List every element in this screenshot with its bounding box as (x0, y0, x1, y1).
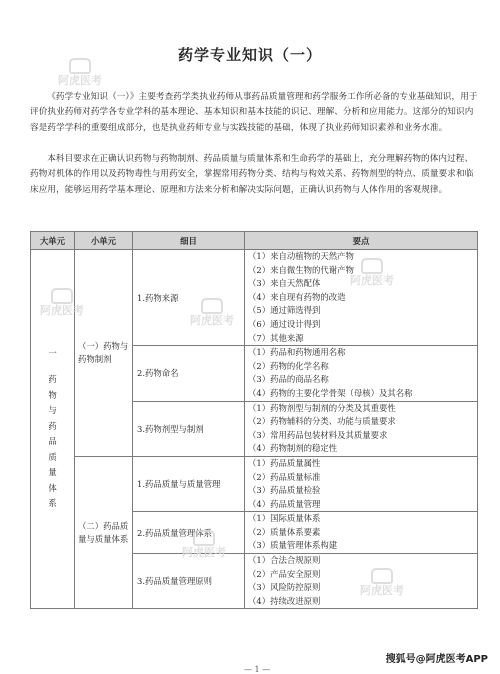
list-item: （1）国际质量体系 (248, 513, 321, 524)
table-row (31, 456, 478, 511)
tiger-logo-icon (201, 298, 223, 314)
header-unit: 大单元 (31, 232, 75, 250)
list-item: （6）通过设计得到 (248, 318, 321, 329)
tiger-logo-icon (69, 58, 91, 74)
item-drug-naming: 2.药物命名 (133, 346, 245, 401)
list-item: （1）药品和药物通用名称 (248, 347, 346, 358)
document-title: 药学专业知识（一） (177, 46, 322, 64)
page-number: — 1 — (244, 665, 271, 674)
watermark: 阿虎医考 (350, 258, 394, 287)
item-quality-principles: 3.药品质量管理原则 (133, 554, 245, 609)
source-watermark: 搜狐号@阿虎医考APP (386, 650, 488, 665)
list-item: （1）药品质量属性 (248, 457, 321, 468)
syllabus-table (30, 231, 478, 609)
item-quality-management: 1.药品质量与质量管理 (133, 456, 245, 511)
list-item: （2）药物的化学名称 (248, 360, 329, 371)
list-item: （2）产品安全原则 (248, 568, 321, 579)
list-item: （2）质量体系要素 (248, 526, 321, 537)
list-item: （4）持续改进原则 (248, 595, 321, 606)
list-item: （3）质量管理体系构建 (248, 540, 338, 551)
item-dosage-form: 3.药物剂型与制剂 (133, 401, 245, 456)
item-quality-system: 2.药品质量管理体系 (133, 512, 245, 554)
tiger-logo-icon (361, 258, 383, 274)
requirements-paragraph: 本科目要求在正确认识药物与药物制剂、药品质量与质量体系和生命药学的基础上，充分理解药物的体内过程、药物对机体的作用以及药物毒性与用药安全，掌握常用药物分类、结构与构效关系、药物剂型的特点、质量要求和临床应用，能够运用药学基本理论、原理和方法来分析和解决实际问题，正确认识药物与人体作用的客观规律。 (30, 154, 474, 195)
list-item: （3）药品质量检验 (248, 485, 321, 496)
list-item: （3）来自天然配体 (248, 278, 321, 289)
list-item: （2）药物辅料的分类、功能与质量要求 (248, 416, 396, 427)
tiger-logo-icon (193, 530, 215, 546)
watermark: 阿虎医考 (190, 298, 234, 327)
list-item: （1）合法合规原则 (248, 555, 321, 566)
list-item: （4）药物制剂的稳定性 (248, 443, 338, 454)
header-points: 要点 (245, 232, 478, 250)
subunit-two-cell: （二）药品质量与质量体系 (75, 456, 133, 609)
list-item: （7）其他来源 (248, 332, 304, 343)
watermark: 阿虎医考 (360, 568, 404, 597)
points-drug-naming (245, 346, 478, 401)
intro-paragraph: 《药学专业知识（一）》主要考查药学类执业药师从事药品质量管理和药学服务工作所必备的专业基础知识，用于评价执业药师对药学各专业学科的基本理论、基本知识和基本技能的识记、理解、分析和应用能力。这部分的知识内容是药学学科的重要组成部分，也是执业药师专业与实践技能的基础，体现了执业药师知识素养和业务水准。 (30, 92, 478, 133)
list-item: （4）来自现有药物的改造 (248, 291, 346, 302)
watermark: 阿虎医考 (40, 288, 84, 317)
points-dosage-form (245, 401, 478, 456)
list-item: （2）来自微生物的代谢产物 (248, 264, 354, 275)
list-item: （1）药物剂型与制剂的分类及其重要性 (248, 402, 396, 413)
table-header-row (31, 232, 478, 250)
watermark: 阿虎医考 (182, 530, 226, 559)
header-item: 细目 (133, 232, 245, 250)
list-item: （4）药物的主要化学骨架（母核）及其名称 (248, 387, 413, 398)
points-quality-system (245, 512, 478, 554)
list-item: （3）药品的商品名称 (248, 374, 329, 385)
tiger-logo-icon (371, 568, 393, 584)
list-item: （4）药品质量管理 (248, 498, 321, 509)
list-item: （1）来自动植物的天然产物 (248, 251, 354, 261)
list-item: （3）常用药品包装材料及其质量要求 (248, 429, 388, 440)
item-drug-source: 1.药物来源 (133, 250, 245, 346)
list-item: （3）风险防控原则 (248, 582, 321, 593)
table-row (31, 250, 478, 346)
list-item: （5）通过筛选得到 (248, 305, 321, 316)
tiger-logo-icon (51, 288, 73, 304)
list-item: （2）药品质量标准 (248, 471, 321, 482)
subunit-one-cell: （一）药物与药物制剂 (75, 250, 133, 457)
unit-name: 药物与药品质量体系 (48, 374, 57, 509)
unit-number: 一 (48, 347, 57, 358)
header-subunit: 小单元 (75, 232, 133, 250)
watermark: 阿虎医考 (58, 58, 102, 87)
points-quality-management (245, 456, 478, 511)
